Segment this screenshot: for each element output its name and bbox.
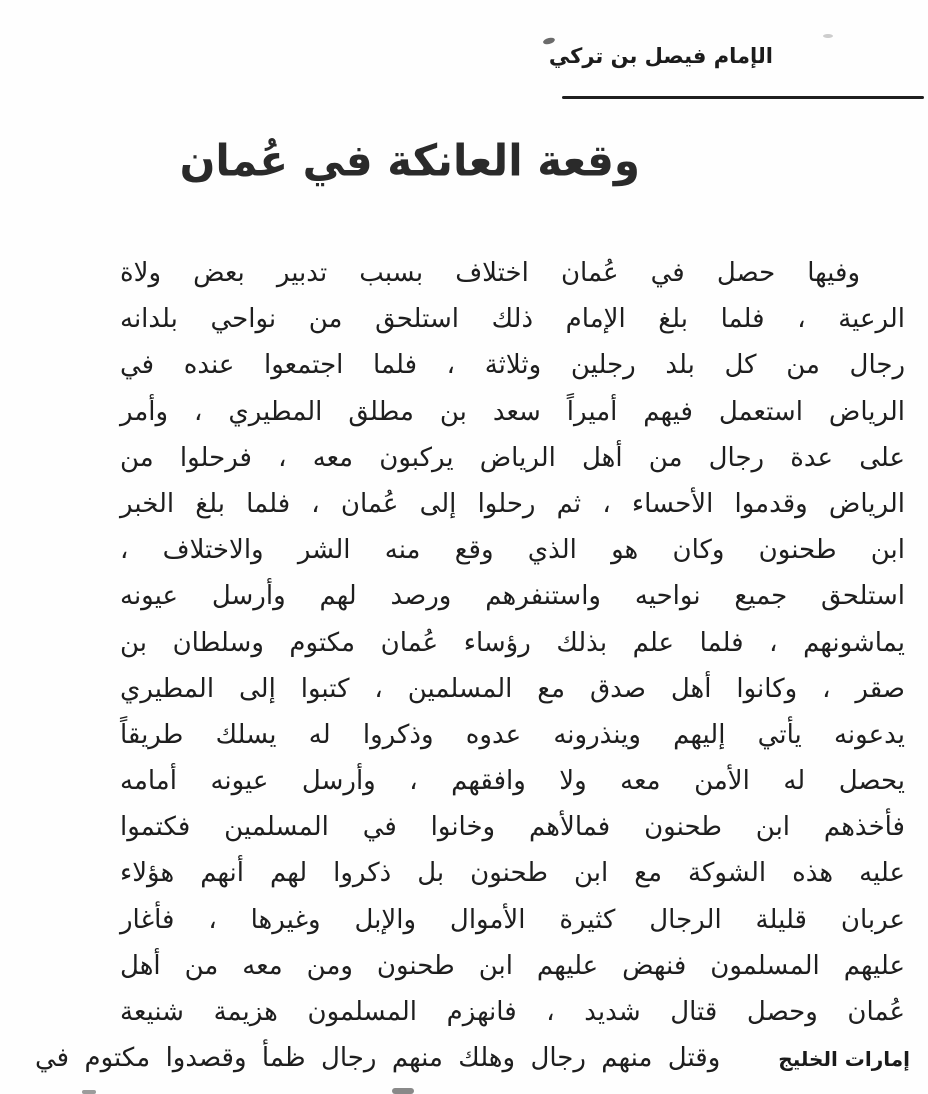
- body-line: استلحق جميع نواحيه واستنفرهم ورصد لهم وأرسل عيونه: [120, 581, 905, 612]
- body-line: يحصل له الأمن معه ولا وافقهم ، وأرسل عيونه أمامه: [120, 766, 905, 797]
- margin-label: إمارات الخليج: [778, 1047, 910, 1072]
- scan-artifact: [823, 34, 833, 38]
- body-line: عليه هذه الشوكة مع ابن طحنون بل ذكروا لهم أنهم هؤلاء: [120, 858, 905, 889]
- scan-artifact: [392, 1088, 414, 1094]
- body-line: الرعية ، فلما بلغ الإمام ذلك استلحق من نواحي بلدانه: [120, 304, 905, 335]
- body-line: فأخذهم ابن طحنون فمالأهم وخانوا في المسلمين فكتموا: [120, 812, 905, 843]
- body-line: عُمان وحصل قتال شديد ، فانهزم المسلمون هزيمة شنيعة: [120, 997, 905, 1027]
- body-line: يماشونهم ، فلما علم بذلك رؤساء عُمان مكتوم وسلطان بن: [120, 627, 905, 658]
- body-line: ابن طحنون وكان هو الذي وقع منه الشر والاختلاف ،: [120, 535, 905, 566]
- scan-artifact: [82, 1090, 96, 1094]
- body-line: رجال من كل بلد رجلين وثلاثة ، فلما اجتمعوا عنده في: [120, 350, 905, 381]
- chapter-title: وقعة العانكة في عُمان: [179, 135, 640, 186]
- body-line: يدعونه يأتي إليهم وينذرونه عدوه وذكروا له يسلك طريقاً: [120, 719, 905, 750]
- body-text: [35, 250, 910, 1081]
- running-head: الإمام فيصل بن تركي: [548, 44, 773, 68]
- body-line: عليهم المسلمون فنهض عليهم ابن طحنون ومن معه من أهل: [120, 950, 905, 981]
- body-line: صقر ، وكانوا أهل صدق مع المسلمين ، كتبوا إلى المطيري: [120, 673, 905, 704]
- body-line: الرياض وقدموا الأحساء ، ثم رحلوا إلى عُمان ، فلما بلغ الخبر: [120, 488, 905, 519]
- body-line: عربان قليلة الرجال كثيرة الأموال والإبل وغيرها ، فأغار: [120, 904, 905, 935]
- last-line-row: [35, 1035, 910, 1081]
- body-line: الرياض استعمل فيهم أميراً سعد بن مطلق المطيري ، وأمر: [120, 396, 905, 427]
- body-line-last: وقتل منهم رجال وهلك منهم رجال ظمأ وقصدوا مكتوم في: [35, 1043, 721, 1074]
- running-head-rule: [562, 96, 924, 99]
- body-line: على عدة رجال من أهل الرياض يركبون معه ، فرحلوا من: [120, 442, 905, 473]
- body-line: وفيها حصل في عُمان اختلاف بسبب تدبير بعض ولاة: [120, 258, 860, 288]
